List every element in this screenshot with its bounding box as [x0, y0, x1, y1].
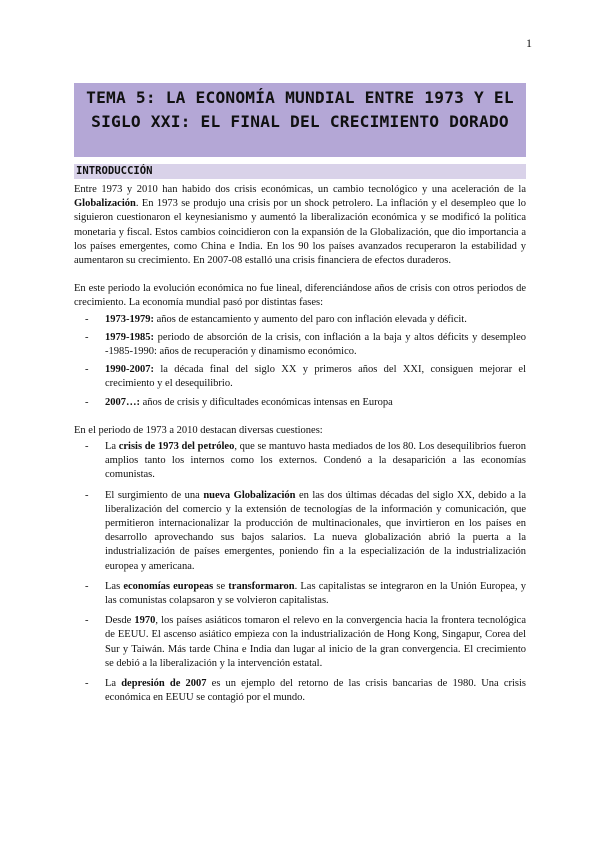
bullet-dash: - — [85, 678, 89, 690]
issue-text: La — [105, 678, 122, 690]
issue-text: se — [213, 580, 229, 592]
phases-list — [74, 313, 526, 410]
issue-text: , los países asiáticos tomaron el relevo en la convergencia hacia la frontera tecnológica de EEUU. El ascenso asiático empieza con la industrialización de Hong Kong, Singapur, Corea del Sur y Taiwán. Más tarde China e India dan lugar al inicio de la gran convergencia. El crecimiento se debió a la liberalización y la intervención estatal. — [105, 615, 526, 669]
issue-text: en las dos últimas décadas del siglo XX, debido a la liberalización del comercio y la extensión de tecnologías de la información y comunicación, que permitieron internacionalizar la producción de multinacionales, que invirtieron en los países en desarrollo aprovechando sus bajos salarios. La nueva globalización abrió la puerta a la industrialización de países emergentes, poniendo fin a la especialización de la industrialización europea y americana. — [105, 489, 526, 572]
document-body — [74, 183, 526, 712]
phase-label: 1990-2007: — [105, 364, 154, 376]
issue-text: es un ejemplo del retorno de las crisis bancarias de 1980. Una crisis económica en EEUU se contagió por el mundo. — [105, 678, 526, 704]
list-item — [74, 313, 526, 327]
issue-bold-term: transformaron — [228, 580, 295, 592]
list-item — [74, 677, 526, 705]
issue-bold-term: crisis de 1973 del petróleo — [118, 441, 235, 453]
issues-intro-paragraph: En el periodo de 1973 a 2010 destacan diversas cuestiones: — [74, 424, 323, 436]
bullet-dash: - — [85, 364, 89, 376]
issue-text: Las — [105, 580, 124, 592]
intro-bold-term: Globalización — [74, 198, 136, 210]
list-item — [74, 331, 526, 359]
intro-paragraph — [74, 183, 526, 268]
phase-label: 1973-1979: — [105, 313, 154, 325]
phase-text: años de crisis y dificultades económicas intensas en Europa — [140, 396, 393, 408]
phase-text: periodo de absorción de la crisis, con inflación a la baja y altos déficits y desempleo -1985-1990: años de recuperación y dinamismo económico. — [105, 331, 526, 358]
issue-bold-term: economías europeas — [123, 580, 214, 592]
title-banner — [74, 83, 526, 157]
list-item — [74, 440, 526, 483]
issue-bold-term: 1970 — [134, 615, 156, 627]
issue-text: . Las capitalistas se integraron en la Unión Europea, y las comunistas colapsaron y se volvieron capitalistas. — [105, 580, 526, 607]
phase-label: 2007…: — [105, 396, 140, 408]
issue-bold-term: nueva Globalización — [203, 489, 296, 501]
list-item — [74, 580, 526, 608]
issue-text: , que se mantuvo hasta mediados de los 80. Los desequilibrios fueron amplios tanto los internos como los externos. Condenó a la desaparición a las economías comunistas. — [105, 441, 526, 481]
bullet-dash: - — [85, 580, 89, 592]
issue-text: Desde — [105, 615, 135, 627]
intro-text-a: Entre 1973 y 2010 han habido dos crisis económicas, un cambio tecnológico y una aceleración de la — [74, 184, 526, 195]
bullet-dash: - — [85, 489, 89, 501]
section-title: INTRODUCCIÓN — [76, 165, 153, 177]
phases-intro-paragraph: En este periodo la evolución económica no fue lineal, diferenciándose años de crisis con otros periodos de crecimiento. La economía mundial pasó por distintas fases: — [74, 283, 526, 309]
bullet-dash: - — [85, 331, 89, 343]
page-title: TEMA 5: LA ECONOMÍA MUNDIAL ENTRE 1973 Y EL SIGLO XXI: EL FINAL DEL CRECIMIENTO DORADO — [86, 88, 514, 131]
bullet-dash: - — [85, 441, 89, 453]
list-item — [74, 614, 526, 671]
page-number: 1 — [526, 36, 532, 50]
list-item — [74, 363, 526, 391]
issue-text: La — [105, 441, 119, 453]
intro-text-b: . En 1973 se produjo una crisis por un shock petrolero. La inflación y el desempleo que lo siguieron cuestionaron el keynesianismo y aumentó la liberalización económica y se modificó la política monetaria y fiscal. Estos cambios coincidieron con la expansión de la Globalización, que dio importancia a los países emergentes, como China e India. En los 90 los países avanzados recuperaron la estabilidad y aumentaron su crecimiento. En 2007-08 estalló una crisis financiera de efectos duraderos. — [74, 198, 526, 267]
list-item — [74, 489, 526, 574]
issues-list — [74, 440, 526, 705]
bullet-dash: - — [85, 313, 89, 325]
issue-bold-term: depresión de 2007 — [121, 678, 207, 690]
issue-text: El surgimiento de una — [105, 489, 204, 501]
phase-text: la década final del siglo XX y primeros años del XXI, consiguen mejorar el crecimiento y el desequilibrio. — [105, 364, 526, 390]
section-header — [74, 164, 526, 179]
phase-label: 1979-1985: — [105, 331, 154, 343]
bullet-dash: - — [85, 615, 89, 627]
list-item — [74, 396, 526, 410]
bullet-dash: - — [85, 396, 89, 408]
phase-text: años de estancamiento y aumento del paro con inflación elevada y déficit. — [154, 313, 467, 325]
